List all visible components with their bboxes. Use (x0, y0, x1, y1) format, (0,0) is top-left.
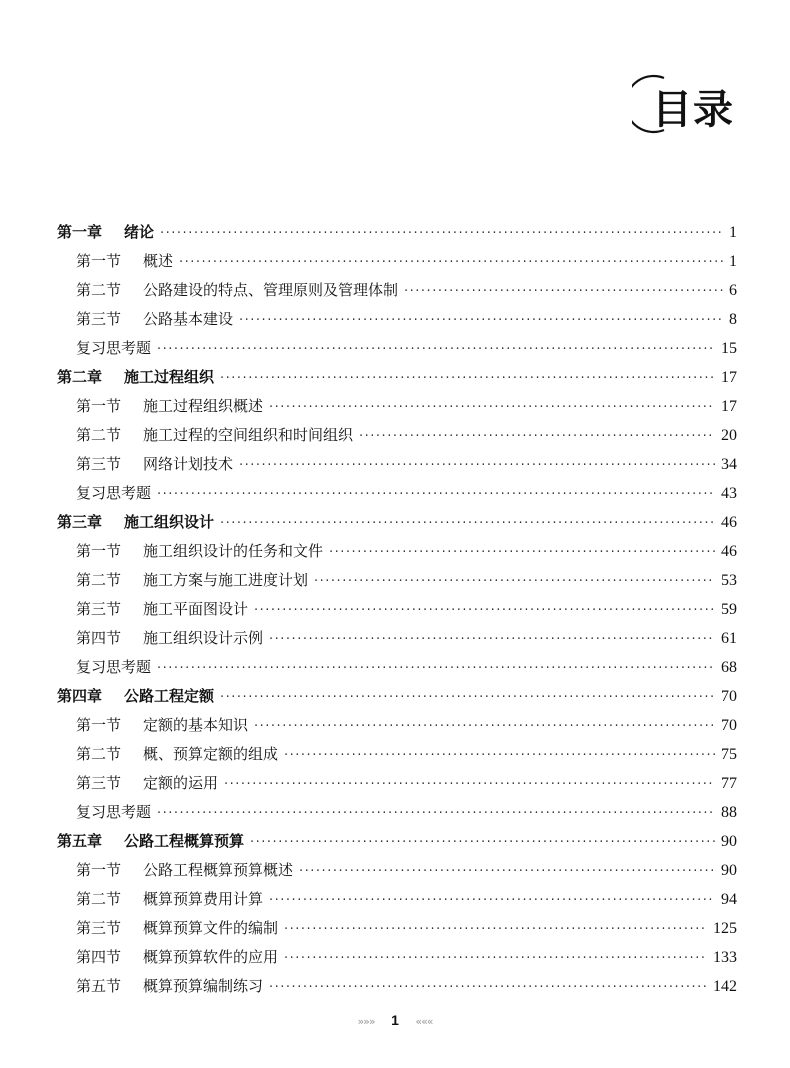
toc-entry-number: 第五章 (57, 832, 103, 850)
toc-section-entry[interactable] (57, 740, 737, 769)
toc-entry-title: 概述 (143, 252, 174, 270)
toc-entry-number: 第三节 (76, 310, 122, 328)
toc-dot-leader (404, 277, 723, 306)
toc-entry-title: 施工过程组织 (124, 368, 215, 386)
toc-entry-title: 施工平面图设计 (143, 600, 249, 618)
toc-entry-number: 第二节 (76, 281, 122, 299)
toc-entry-page: 70 (721, 688, 737, 705)
toc-section-entry[interactable] (57, 856, 737, 885)
toc-dot-leader (329, 538, 715, 567)
toc-dot-leader (157, 335, 715, 364)
toc-entry-page: 90 (721, 862, 737, 879)
toc-entry-number: 第二节 (76, 426, 122, 444)
toc-chapter-entry[interactable] (57, 218, 737, 247)
toc-entry-number: 第一节 (76, 397, 122, 415)
toc-section-entry[interactable] (57, 769, 737, 798)
toc-dot-leader (239, 451, 715, 480)
toc-entry-number: 第三节 (76, 919, 122, 937)
toc-section-entry[interactable] (57, 624, 737, 653)
toc-entry-title: 施工过程的空间组织和时间组织 (143, 426, 354, 444)
toc-dot-leader (269, 393, 715, 422)
toc-chapter-entry[interactable] (57, 827, 737, 856)
toc-entry-page: 34 (721, 456, 737, 473)
toc-entry-number: 第四章 (57, 687, 103, 705)
toc-entry-title: 公路基本建设 (143, 310, 234, 328)
toc-entry-page: 77 (721, 775, 737, 792)
toc-review-entry[interactable] (57, 653, 737, 682)
toc-section-entry[interactable] (57, 392, 737, 421)
toc-heading (632, 72, 742, 134)
toc-dot-leader (239, 306, 723, 335)
toc-entry-page: 53 (721, 572, 737, 589)
toc-dot-leader (284, 915, 707, 944)
toc-chapter-entry[interactable] (57, 682, 737, 711)
toc-entry-page: 20 (721, 427, 737, 444)
toc-entry-page: 70 (721, 717, 737, 734)
toc-section-entry[interactable] (57, 276, 737, 305)
toc-section-entry[interactable] (57, 595, 737, 624)
toc-section-entry[interactable] (57, 914, 737, 943)
toc-entry-title: 施工组织设计 (124, 513, 215, 531)
toc-entry-title: 公路工程概算预算概述 (143, 861, 294, 879)
toc-entry-title: 绪论 (124, 223, 155, 241)
toc-entry-number: 第一节 (76, 716, 122, 734)
toc-entry-title: 定额的基本知识 (143, 716, 249, 734)
toc-entry-page: 1 (729, 224, 737, 241)
toc-entry-number: 第二章 (57, 368, 103, 386)
toc-dot-leader (220, 509, 715, 538)
toc-entry-title: 概算预算文件的编制 (143, 919, 279, 937)
toc-entry-title: 概算预算编制练习 (143, 977, 264, 995)
toc-dot-leader (157, 480, 715, 509)
toc-dot-leader (250, 828, 715, 857)
toc-entry-title: 复习思考题 (76, 803, 152, 821)
toc-dot-leader (157, 654, 715, 683)
toc-entry-page: 142 (713, 978, 737, 995)
page-footer (0, 1012, 790, 1029)
toc-section-entry[interactable] (57, 421, 737, 450)
toc-entry-number: 第二节 (76, 571, 122, 589)
toc-dot-leader (160, 219, 723, 248)
toc-section-entry[interactable] (57, 450, 737, 479)
toc-entry-number: 第三节 (76, 455, 122, 473)
toc-review-entry[interactable] (57, 798, 737, 827)
toc-entry-page: 15 (721, 340, 737, 357)
toc-section-entry[interactable] (57, 711, 737, 740)
toc-entry-number: 第四节 (76, 629, 122, 647)
toc-entry-page: 59 (721, 601, 737, 618)
toc-entry-page: 43 (721, 485, 737, 502)
toc-entry-title: 公路工程定额 (124, 687, 215, 705)
toc-dot-leader (157, 799, 715, 828)
toc-entry-title: 概算预算软件的应用 (143, 948, 279, 966)
toc-entry-number: 第二节 (76, 890, 122, 908)
toc-entry-page: 8 (729, 311, 737, 328)
toc-chapter-entry[interactable] (57, 363, 737, 392)
toc-entry-number: 第三节 (76, 600, 122, 618)
toc-entry-title: 定额的运用 (143, 774, 219, 792)
toc-entry-title: 施工方案与施工进度计划 (143, 571, 309, 589)
toc-entry-number: 第一章 (57, 223, 103, 241)
toc-entry-title: 网络计划技术 (143, 455, 234, 473)
toc-section-entry[interactable] (57, 972, 737, 1001)
toc-entry-number: 第三节 (76, 774, 122, 792)
toc-entry-page: 46 (721, 543, 737, 560)
toc-entry-page: 1 (729, 253, 737, 270)
toc-dot-leader (220, 364, 715, 393)
toc-entry-number: 第一节 (76, 861, 122, 879)
toc-entry-number: 第二节 (76, 745, 122, 763)
toc-entry-number: 第四节 (76, 948, 122, 966)
toc-section-entry[interactable] (57, 566, 737, 595)
toc-dot-leader (359, 422, 715, 451)
page-title: 目录 (652, 87, 734, 133)
toc-entry-title: 施工组织设计示例 (143, 629, 264, 647)
toc-chapter-entry[interactable] (57, 508, 737, 537)
toc-entry-page: 94 (721, 891, 737, 908)
toc-entry-page: 46 (721, 514, 737, 531)
toc-entry-title: 复习思考题 (76, 484, 152, 502)
toc-entry-page: 61 (721, 630, 737, 647)
toc-entry-page: 133 (713, 949, 737, 966)
toc-entry-page: 90 (721, 833, 737, 850)
toc-dot-leader (254, 712, 715, 741)
toc-section-entry[interactable] (57, 247, 737, 276)
toc-dot-leader (269, 625, 715, 654)
toc-dot-leader (224, 770, 715, 799)
footer-right-arrows: ««« (415, 1015, 433, 1028)
toc-entry-number: 第一节 (76, 542, 122, 560)
toc-section-entry[interactable] (57, 943, 737, 972)
toc-section-entry[interactable] (57, 305, 737, 334)
toc-section-entry[interactable] (57, 537, 737, 566)
toc-entry-title: 公路工程概算预算 (124, 832, 245, 850)
toc-review-entry[interactable] (57, 479, 737, 508)
toc-entry-number: 第三章 (57, 513, 103, 531)
table-of-contents (57, 218, 737, 1001)
toc-entry-page: 88 (721, 804, 737, 821)
toc-dot-leader (179, 248, 723, 277)
toc-dot-leader (269, 973, 707, 1002)
toc-entry-title: 复习思考题 (76, 658, 152, 676)
toc-entry-title: 公路建设的特点、管理原则及管理体制 (143, 281, 399, 299)
toc-entry-page: 68 (721, 659, 737, 676)
toc-entry-number: 第五节 (76, 977, 122, 995)
toc-entry-page: 17 (721, 369, 737, 386)
toc-entry-title: 施工过程组织概述 (143, 397, 264, 415)
toc-entry-page: 75 (721, 746, 737, 763)
footer-page-number: 1 (391, 1012, 399, 1028)
toc-entry-page: 6 (729, 282, 737, 299)
toc-review-entry[interactable] (57, 334, 737, 363)
toc-dot-leader (254, 596, 715, 625)
toc-dot-leader (220, 683, 715, 712)
toc-entry-number: 第一节 (76, 252, 122, 270)
toc-dot-leader (314, 567, 715, 596)
toc-dot-leader (284, 944, 707, 973)
toc-section-entry[interactable] (57, 885, 737, 914)
toc-entry-page: 125 (713, 920, 737, 937)
toc-dot-leader (284, 741, 715, 770)
toc-entry-title: 概、预算定额的组成 (143, 745, 279, 763)
toc-dot-leader (269, 886, 715, 915)
toc-entry-title: 复习思考题 (76, 339, 152, 357)
toc-entry-page: 17 (721, 398, 737, 415)
toc-dot-leader (299, 857, 715, 886)
toc-entry-title: 概算预算费用计算 (143, 890, 264, 908)
footer-left-arrows: »»» (357, 1015, 375, 1028)
toc-entry-title: 施工组织设计的任务和文件 (143, 542, 324, 560)
